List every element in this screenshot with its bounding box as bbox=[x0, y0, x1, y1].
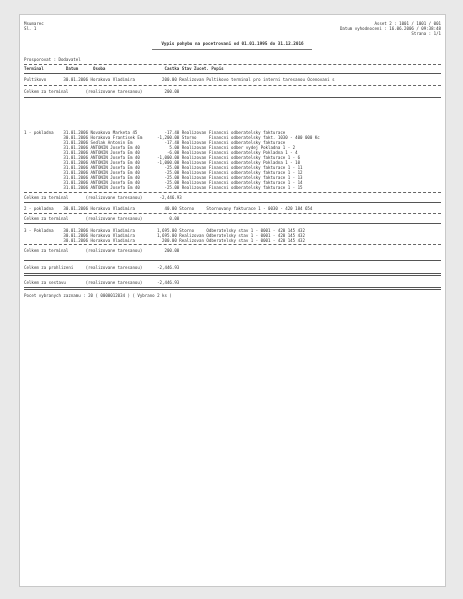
rule bbox=[24, 202, 441, 203]
subtotal-line: Celkem za terminal (realizovane taresanou) 200.00 bbox=[24, 89, 180, 94]
rule bbox=[24, 244, 441, 245]
report-line: 31.01.2006 ANTONIN Josefa Em 40 -25.00 Realizovan Financni odberatelsky fakturace 1 - 12 bbox=[24, 170, 303, 175]
rule bbox=[24, 73, 441, 74]
record-count: Pocet vybranych zaznamu : 20 ( 0000012034 ) ( Vybrano 2 ks ) bbox=[24, 293, 172, 298]
report-title: Vypis pohybu na pocetrovani od 01.01.1995 do 31.12.2016 bbox=[161, 42, 304, 47]
report-line: 31.01.2006 ANTONIN Josefa Em 40 -25.00 Realizovan Financni odberatelsky fakturace 1 - 11 bbox=[24, 165, 303, 170]
report-line: 31.01.2006 ANTONIN Josefa Em 40 -25.00 Realizovan Financni odberatelsky fakturace 1 - 13 bbox=[24, 175, 303, 180]
header-left-2: Sl. 1 bbox=[24, 26, 37, 31]
report-line: Pultikovo 30.01.2006 Horakova Vladimira 200.00 Realizovan Pultikovo terminal pro interni taresanou Ocenovani s bbox=[24, 77, 335, 82]
report-line: 31.01.2006 ANTONIN Josefa Em 40 5.00 Realizovan Financni odber vydej Pokladna 1 - 2 bbox=[24, 145, 296, 150]
rule bbox=[24, 223, 441, 224]
rule bbox=[24, 64, 441, 65]
group-total-line: Celkem za prohlizeni (realizovane taresanou) -2,446.93 bbox=[24, 265, 180, 270]
report-line: 1 - pokladna 31.01.2006 Novakova Marketa 45 -17.40 Realizovan Financni odberatelsky fakturace bbox=[24, 130, 286, 135]
subtotal-line: Celkem za terminal (realizovane taresanou) 200.00 bbox=[24, 248, 180, 253]
report-line: 30.01.2006 Horakova Frantisek Em -1,200.00 Storno Financni odberatelsky fakt. 1030 - 400 000 Kc bbox=[24, 135, 320, 140]
grand-total-line: Celkem za sestavu (realizovane taresanou) -2,446.93 bbox=[24, 280, 180, 285]
title-underline bbox=[152, 49, 312, 50]
report-line: 3 - Pokladna 30.01.2006 Horakova Vladimira 1,695.00 Storno Odberatelsky stav 1 - 0001 - 420 145 432 bbox=[24, 228, 305, 233]
report-line: 2 - pokladna 30.01.2006 Horakova Vladimira 40.00 Storno Stornovany fakturace 1 - 0030 - 420 184 654 bbox=[24, 206, 313, 211]
column-headers: Terminal Datum Osoba Castka Stav Zucet. Popis bbox=[24, 66, 224, 71]
report-line: 30.01.2006 Horakova Vladimira 1,695.00 Realizovan Odberatelsky stav 1 - 0001 - 420 145 432 bbox=[24, 233, 305, 238]
report-line: 31.01.2006 ANTONIN Josefa Em 40 -1,000.00 Realizovan Financni odberatelsky fakturace 1 - 6 bbox=[24, 155, 301, 160]
rule bbox=[24, 97, 441, 98]
report-line: 31.01.2006 Sedlak Antonin Em -17.40 Realizovan Financni odberatelsky fakturace bbox=[24, 140, 286, 145]
subtotal-line: Celkem za terminal (realizovane taresanou) -2,446.93 bbox=[24, 195, 182, 200]
report-line: 31.01.2006 ANTONIN Josefa Em 40 -6.00 Realizovan Financni odberatelsky Pokladna 1 - 4 bbox=[24, 150, 298, 155]
double-rule bbox=[24, 273, 441, 276]
rule bbox=[24, 213, 441, 214]
report-line: 31.01.2006 ANTONIN Josefa Em 40 -25.00 Realizovan Financni odberatelsky fakturace 1 - 15 bbox=[24, 185, 303, 190]
header-right-2: Datum vyhodnoceni : 16.06.2006 / 09:38:48 bbox=[339, 26, 441, 31]
report-page bbox=[19, 14, 446, 587]
rule bbox=[24, 192, 441, 193]
report-filter: Prosporovat : Dodavatel bbox=[24, 57, 81, 62]
header-right-1: Asset 2 : 1001 / 1001 / 001 bbox=[374, 21, 441, 26]
subtotal-line: Celkem za terminal (realizovane taresanou) 0.00 bbox=[24, 216, 180, 221]
double-rule bbox=[24, 287, 441, 290]
rule bbox=[24, 85, 441, 86]
report-line: 31.01.2006 ANTONIN Josefa Em 40 -25.00 Realizovan Financni odberatelsky fakturace 1 - 14 bbox=[24, 180, 303, 185]
report-line: 30.01.2006 Horakova Vladimira 200.00 Realizovan Odberatelsky stav 1 - 0001 - 420 145 432 bbox=[24, 238, 305, 243]
report-line: 31.01.2006 ANTONIN Josefa Em 40 -1,000.00 Realizovan Financni odberatelsky Pokladna 1 - 10 bbox=[24, 160, 301, 165]
rule bbox=[24, 260, 441, 261]
header-left-1: Msumarec bbox=[24, 21, 44, 26]
header-right-3: Strana : 1/1 bbox=[411, 31, 441, 36]
